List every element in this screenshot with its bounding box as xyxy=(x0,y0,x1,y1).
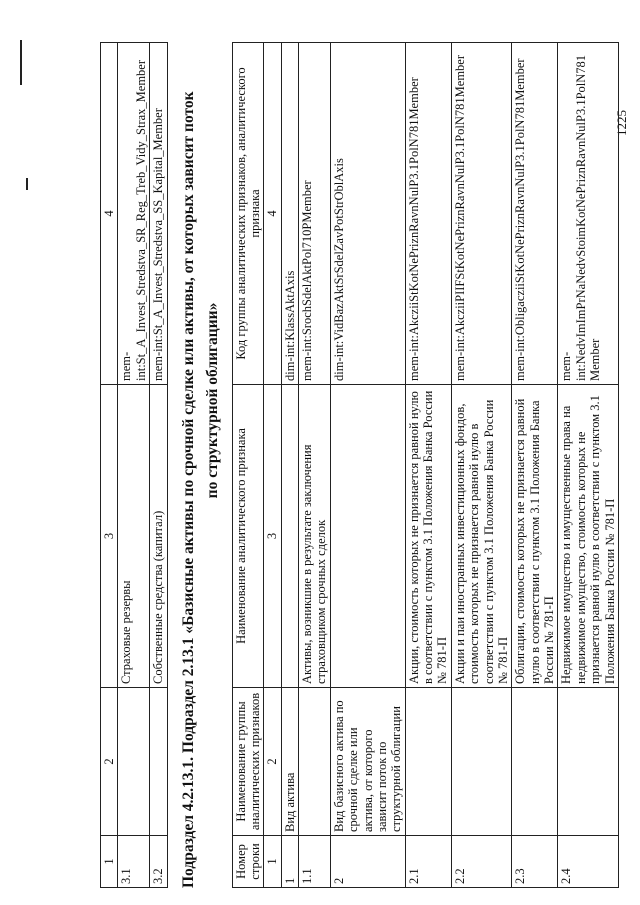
group-name: Вид базисного актива по срочной сделке или актива, от которого зависит поток по структурной облигации xyxy=(330,688,405,836)
row-number: 3.1 xyxy=(118,836,150,888)
feature-name: Собственные средства (капитал) xyxy=(150,385,167,688)
table-row xyxy=(299,43,331,888)
table-header-row xyxy=(101,43,118,888)
table-row xyxy=(558,43,619,888)
table-row xyxy=(281,43,298,888)
table-row xyxy=(451,43,512,888)
table-row xyxy=(512,43,558,888)
top-table xyxy=(100,42,168,888)
table-header-row xyxy=(232,43,264,888)
row-number: 2.2 xyxy=(451,836,512,888)
feature-name xyxy=(330,385,405,688)
feature-name xyxy=(281,385,298,688)
feature-code: dim-int:KlassAktAxis xyxy=(281,43,298,385)
binding-mark xyxy=(26,178,28,190)
row-number: 2.3 xyxy=(512,836,558,888)
page-number: 1225 xyxy=(614,110,629,136)
row-number: 2 xyxy=(330,836,405,888)
row-number: 2.1 xyxy=(405,836,451,888)
header-cell: 3 xyxy=(101,385,118,688)
group-name xyxy=(118,688,150,836)
index-cell: 1 xyxy=(264,836,281,888)
feature-name: Активы, возникшие в результате заключения страховщиком срочных сделок xyxy=(299,385,331,688)
feature-code: mem-int:ObligacziiStKotNePriznRavnNulP3.1PolN781Member xyxy=(512,43,558,385)
feature-name: Облигации, стоимость которых не признается равной нулю в соответствии с пунктом 3.1 Положения Банка России № 781-П xyxy=(512,385,558,688)
binding-mark xyxy=(20,40,22,85)
feature-name: Недвижимое имущество и имущественные права на недвижимое имущество, стоимость которых не признается равной нулю в соответствии с пунктом 3.1 Положения Банка России № 781-П xyxy=(558,385,619,688)
group-name xyxy=(405,688,451,836)
header-cell: Наименование группы аналитических признаков xyxy=(232,688,264,836)
header-cell: Номер строки xyxy=(232,836,264,888)
group-name xyxy=(451,688,512,836)
row-number: 1.1 xyxy=(299,836,331,888)
section-heading-continued: по структурной облигации» xyxy=(203,302,221,499)
row-number: 1 xyxy=(281,836,298,888)
index-cell: 2 xyxy=(264,688,281,836)
main-table xyxy=(232,42,619,888)
feature-code: mem-int:AkcziiStKotNePriznRavnNulP3.1PolN781Member xyxy=(405,43,451,385)
header-cell: 2 xyxy=(101,688,118,836)
index-cell: 4 xyxy=(264,43,281,385)
feature-code: mem-int:St_A_Invest_Stredstva_SS_Kapital_Member xyxy=(150,43,167,385)
row-number: 2.4 xyxy=(558,836,619,888)
index-cell: 3 xyxy=(264,385,281,688)
feature-code: dim-int:VidBazAktSrSdelZavPotStrOblAxis xyxy=(330,43,405,385)
column-index-row xyxy=(264,43,281,888)
header-cell: 4 xyxy=(101,43,118,385)
header-cell: Код группы аналитических признаков, аналитического признака xyxy=(232,43,264,385)
feature-code: mem-int:St_A_Invest_Stredstva_SR_Reg_Treb_Vidy_Strax_Member xyxy=(118,43,150,385)
feature-name: Акции, стоимость которых не признается равной нулю в соответствии с пунктом 3.1 Положения Банка России № 781-П xyxy=(405,385,451,688)
feature-code: mem-int:AkcziiPIIFStKotNePriznRavnNulP3.1PolN781Member xyxy=(451,43,512,385)
group-name: Вид актива xyxy=(281,688,298,836)
rotated-page-content xyxy=(100,43,620,888)
header-cell: Наименование аналитического признака xyxy=(232,385,264,688)
table-row xyxy=(150,43,167,888)
feature-code: mem-int:NedvImImPrNaNedvStoimKotNePriznRavnNulP3.1PolN781Member xyxy=(558,43,619,385)
table-row xyxy=(118,43,150,888)
feature-code: mem-int:SrochSdelAktPol710PMember xyxy=(299,43,331,385)
section-heading: Подраздел 4.2.13.1. Подраздел 2.13.1 «Базисные активы по срочной сделке или активы, от которых зависит поток xyxy=(179,91,197,888)
table-row xyxy=(330,43,405,888)
table-row xyxy=(405,43,451,888)
group-name xyxy=(299,688,331,836)
feature-name: Акции и паи иностранных инвестиционных фондов, стоимость которых не признается равной нулю в соответствии с пунктом 3.1 Положения Банка России № 781-П xyxy=(451,385,512,688)
group-name xyxy=(512,688,558,836)
group-name xyxy=(150,688,167,836)
feature-name: Страховые резервы xyxy=(118,385,150,688)
group-name xyxy=(558,688,619,836)
row-number: 3.2 xyxy=(150,836,167,888)
header-cell: 1 xyxy=(101,836,118,888)
